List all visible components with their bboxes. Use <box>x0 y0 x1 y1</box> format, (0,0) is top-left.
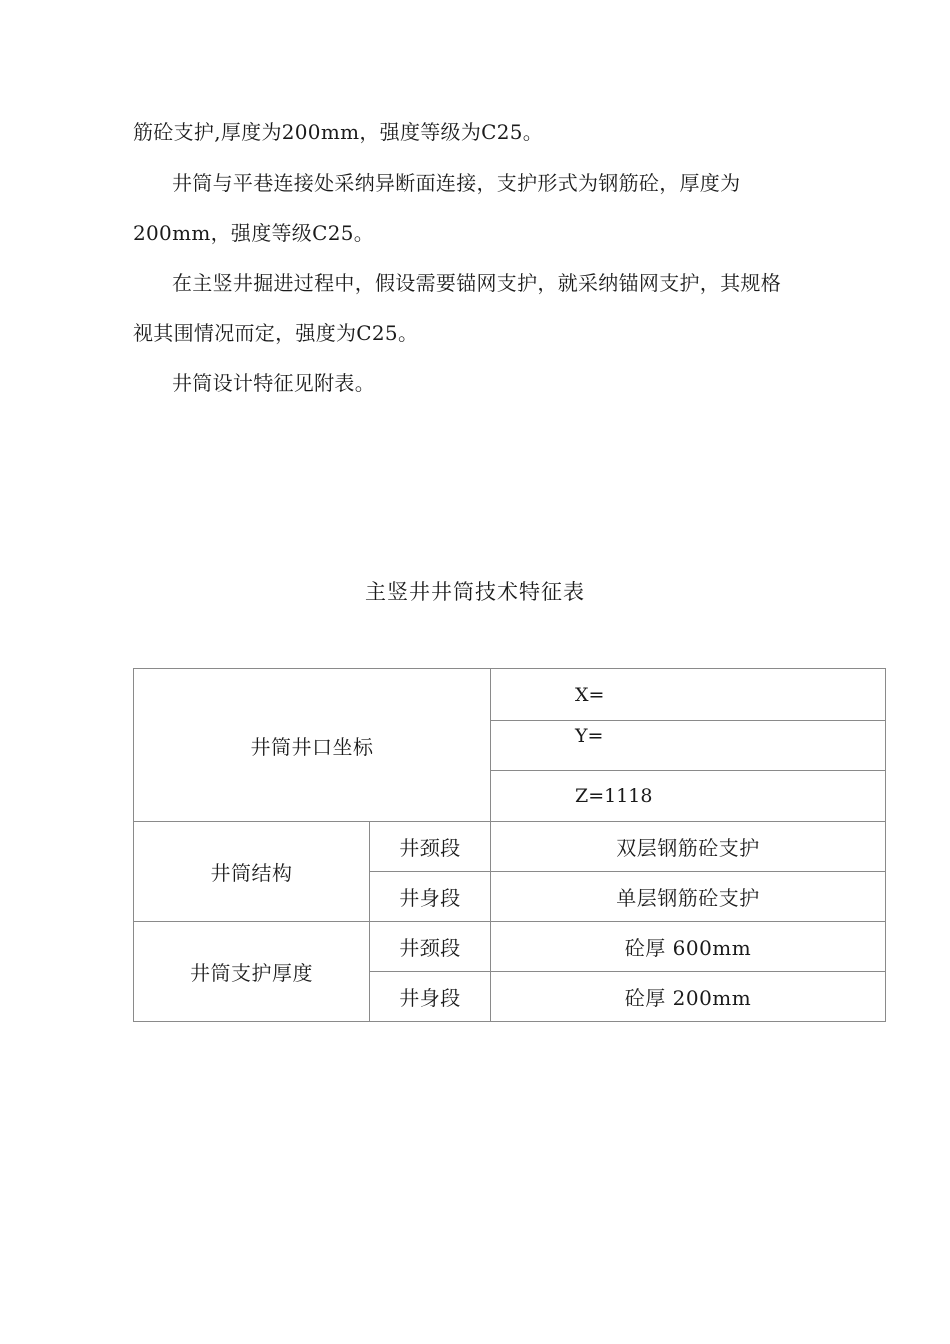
coordinate-x: X= <box>575 683 605 706</box>
paragraph-line: 200mm，强度等级C25。 <box>133 221 375 245</box>
coordinate-label-cell <box>134 669 491 822</box>
structure-value: 单层钢筋砼支护 <box>616 886 760 910</box>
coordinate-y: Y= <box>575 725 604 747</box>
thickness-label-cell <box>134 922 370 1022</box>
table-row <box>134 822 886 872</box>
structure-label: 井筒结构 <box>210 861 293 885</box>
value-cell <box>491 822 886 872</box>
value-cell <box>491 922 886 972</box>
section-cell <box>370 872 491 922</box>
coordinate-z-cell <box>491 771 886 822</box>
section-label: 井颈段 <box>399 936 461 960</box>
shaft-spec-table <box>133 668 886 1022</box>
coordinate-z: Z=1118 <box>575 785 653 807</box>
paragraph-line: 井筒与平巷连接处采纳异断面连接，支护形式为钢筋砼，厚度为 <box>172 171 741 195</box>
table-row <box>134 669 886 721</box>
coordinate-x-cell <box>491 669 886 721</box>
section-label: 井身段 <box>399 886 461 910</box>
section-cell <box>370 972 491 1022</box>
paragraph-line: 在主竖井掘进过程中，假设需要锚网支护，就采纳锚网支护，其规格 <box>172 271 781 295</box>
paragraph-line: 井筒设计特征见附表。 <box>172 371 375 395</box>
structure-value: 双层钢筋砼支护 <box>616 836 760 860</box>
coordinate-label: 井筒井口坐标 <box>250 734 374 759</box>
paragraph-line: 筋砼支护,厚度为200mm，强度等级为C25。 <box>133 120 544 144</box>
coordinate-y-cell <box>491 721 886 771</box>
paragraph-line: 视其围情况而定，强度为C25。 <box>133 321 419 345</box>
value-cell <box>491 872 886 922</box>
section-label: 井颈段 <box>399 836 461 860</box>
structure-label-cell <box>134 822 370 922</box>
table-row <box>134 922 886 972</box>
thickness-value: 砼厚 200mm <box>624 986 752 1010</box>
table-caption: 主竖井井筒技术特征表 <box>365 580 585 604</box>
section-label: 井身段 <box>399 986 461 1010</box>
section-cell <box>370 922 491 972</box>
thickness-value: 砼厚 600mm <box>624 936 752 960</box>
section-cell <box>370 822 491 872</box>
thickness-label: 井筒支护厚度 <box>190 961 313 985</box>
value-cell <box>491 972 886 1022</box>
